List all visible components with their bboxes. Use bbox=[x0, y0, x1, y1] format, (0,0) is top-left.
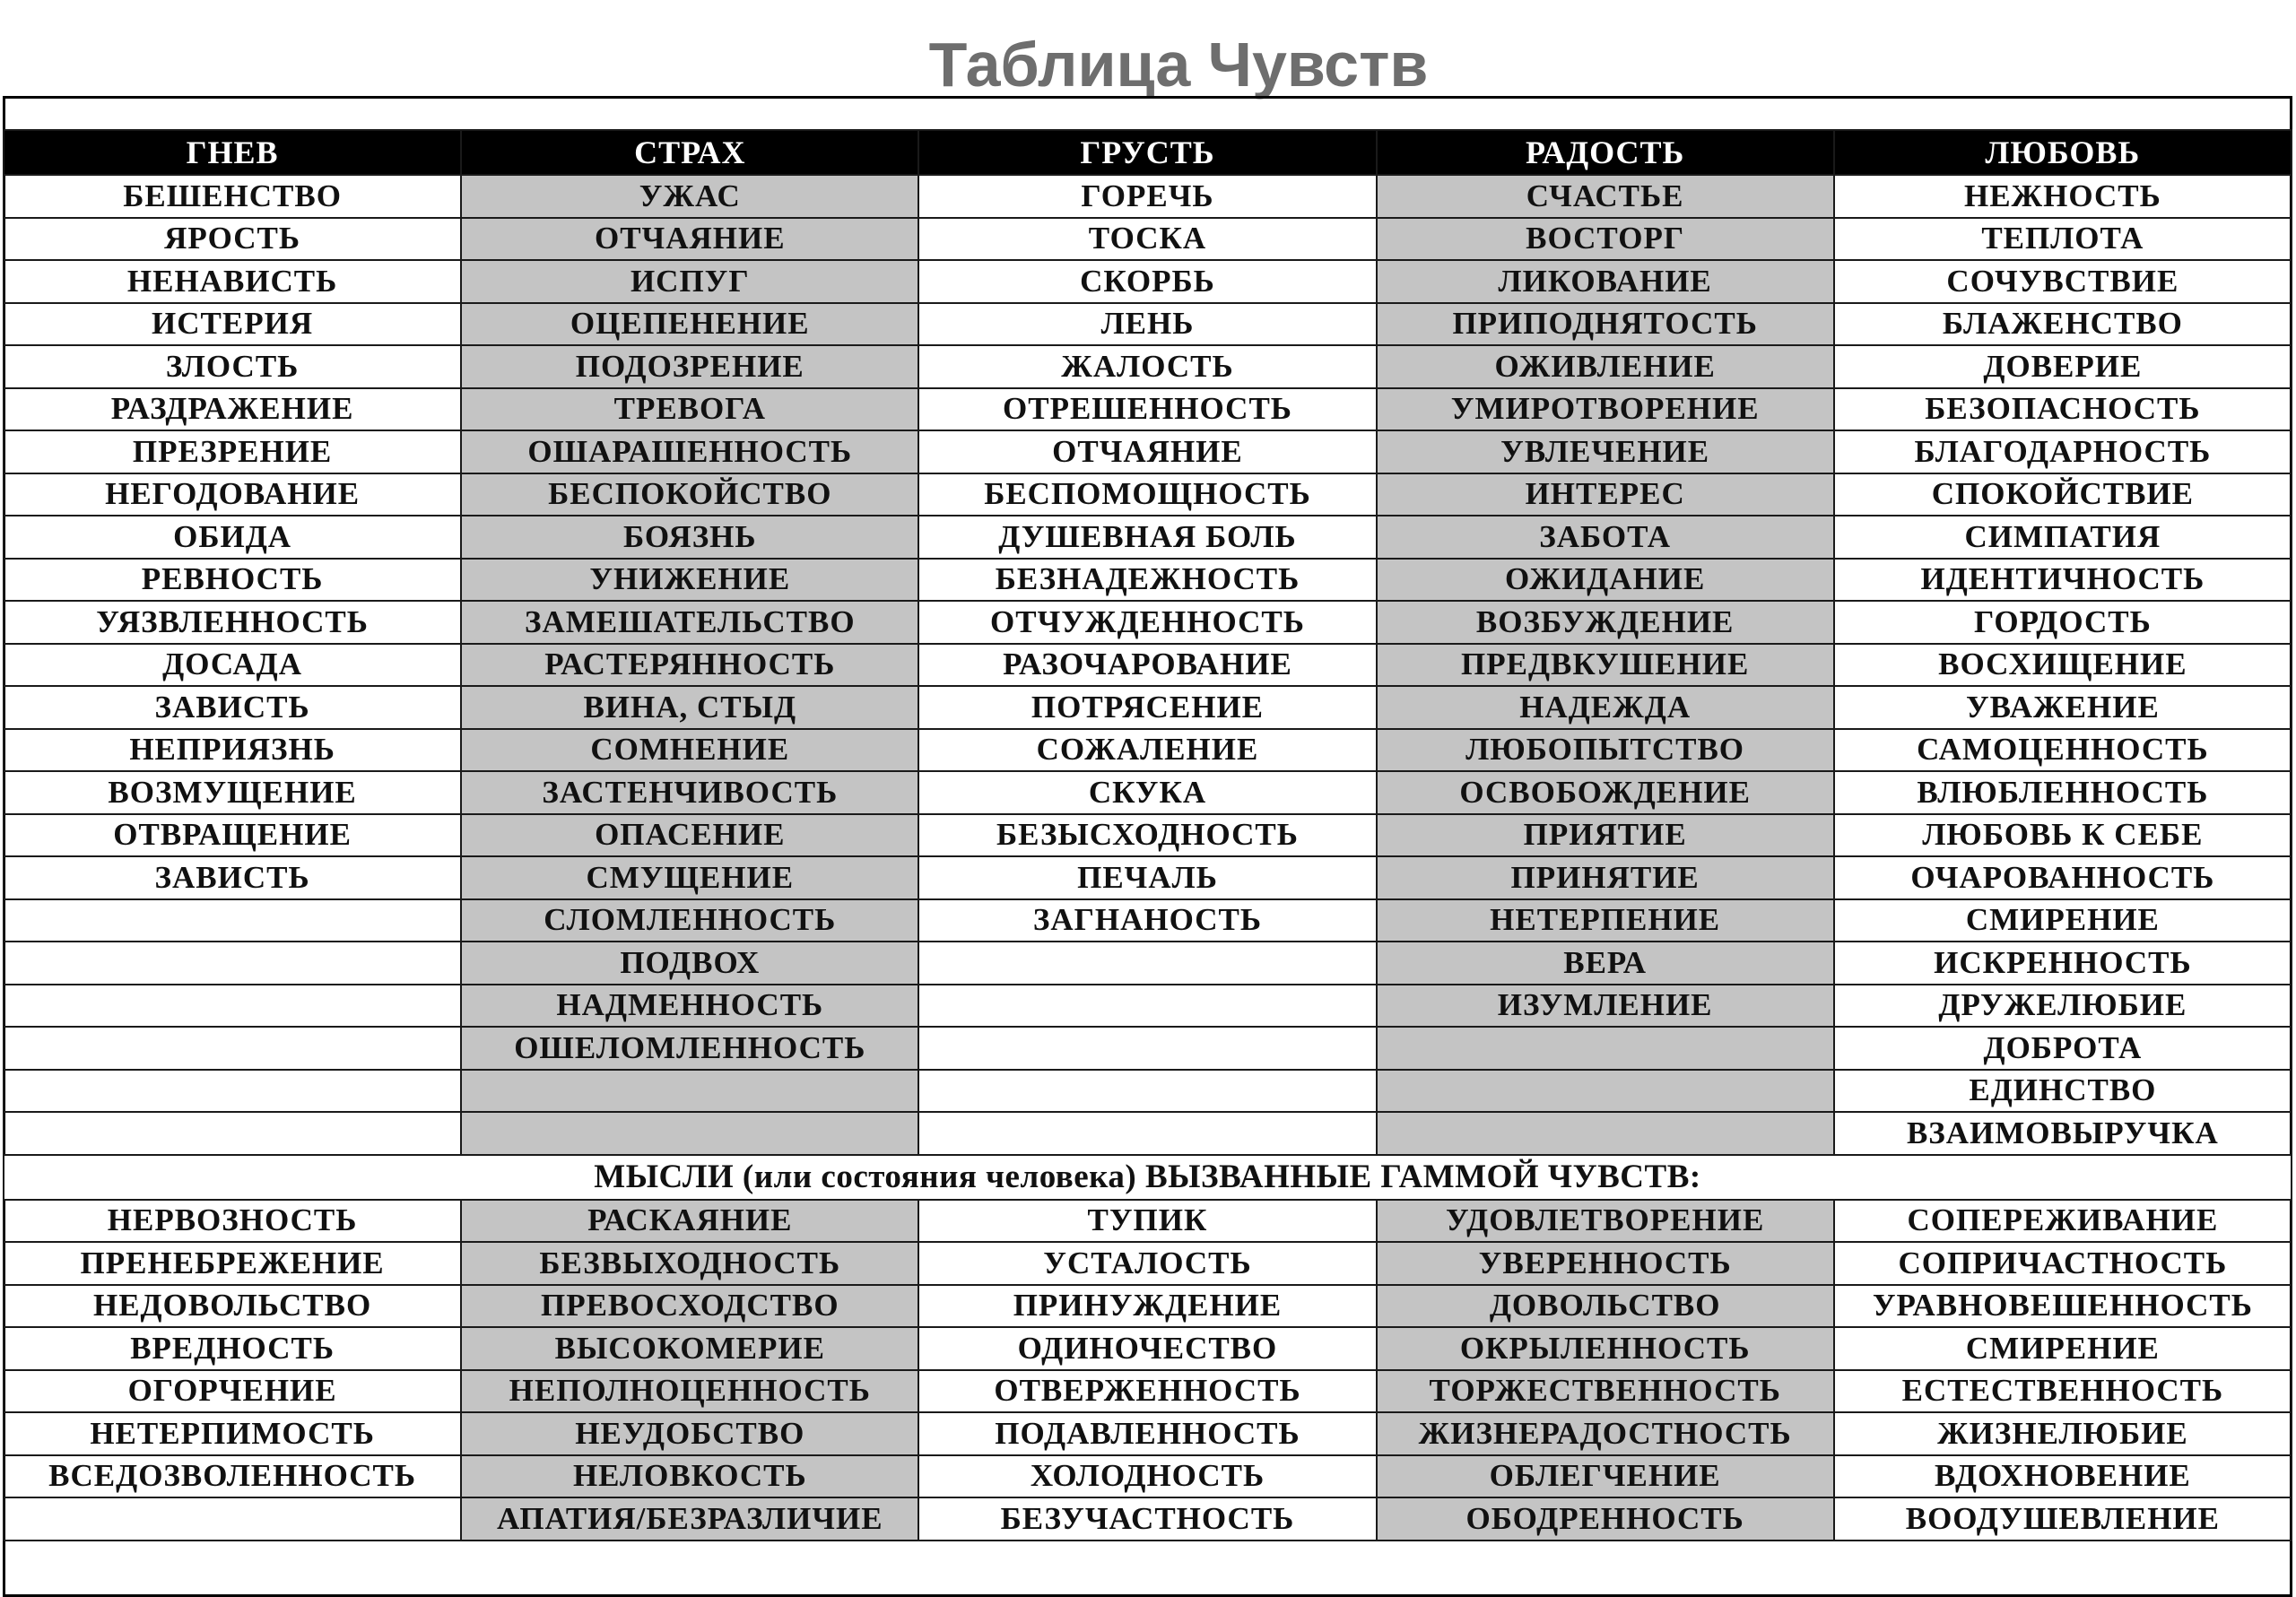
feeling-cell-sadness: ПОТРЯСЕНИЕ bbox=[918, 686, 1376, 729]
feeling-cell-anger: ИСТЕРИЯ bbox=[4, 303, 461, 346]
thought-row bbox=[4, 1285, 2292, 1328]
feeling-row bbox=[4, 771, 2292, 814]
feeling-row bbox=[4, 1112, 2292, 1155]
feeling-cell-fear: ТРЕВОГА bbox=[461, 388, 918, 431]
feeling-cell-fear: ИСПУГ bbox=[461, 260, 918, 303]
feeling-cell-joy: ОСВОБОЖДЕНИЕ bbox=[1377, 771, 1834, 814]
thought-cell-anger bbox=[4, 1497, 461, 1541]
feeling-cell-sadness bbox=[918, 1027, 1376, 1070]
feeling-cell-fear: ОПАСЕНИЕ bbox=[461, 814, 918, 857]
feeling-cell-sadness: ЗАГНАНОСТЬ bbox=[918, 899, 1376, 942]
header-love: ЛЮБОВЬ bbox=[1834, 130, 2292, 175]
feeling-row bbox=[4, 430, 2292, 473]
thought-cell-joy: ОКРЫЛЕННОСТЬ bbox=[1377, 1327, 1834, 1370]
feeling-cell-love: ВЛЮБЛЕННОСТЬ bbox=[1834, 771, 2292, 814]
feeling-row bbox=[4, 1027, 2292, 1070]
feeling-cell-joy: ВОЗБУЖДЕНИЕ bbox=[1377, 601, 1834, 644]
thought-cell-joy: УВЕРЕННОСТЬ bbox=[1377, 1242, 1834, 1285]
thought-cell-joy: ТОРЖЕСТВЕННОСТЬ bbox=[1377, 1370, 1834, 1413]
feeling-row bbox=[4, 942, 2292, 985]
feeling-cell-anger: ОТВРАЩЕНИЕ bbox=[4, 814, 461, 857]
feeling-cell-anger: БЕШЕНСТВО bbox=[4, 175, 461, 218]
feeling-cell-fear: УНИЖЕНИЕ bbox=[461, 559, 918, 602]
feeling-cell-sadness: СКУКА bbox=[918, 771, 1376, 814]
feeling-cell-love: ИДЕНТИЧНОСТЬ bbox=[1834, 559, 2292, 602]
feeling-cell-sadness: ОТЧУЖДЕННОСТЬ bbox=[918, 601, 1376, 644]
feeling-cell-sadness: ТОСКА bbox=[918, 218, 1376, 261]
feeling-cell-fear: БОЯЗНЬ bbox=[461, 516, 918, 559]
thought-cell-anger: ОГОРЧЕНИЕ bbox=[4, 1370, 461, 1413]
feeling-cell-fear: ЗАСТЕНЧИВОСТЬ bbox=[461, 771, 918, 814]
feeling-cell-fear: ПОДВОХ bbox=[461, 942, 918, 985]
feeling-row bbox=[4, 388, 2292, 431]
feeling-cell-anger bbox=[4, 1027, 461, 1070]
thought-cell-sadness: ПРИНУЖДЕНИЕ bbox=[918, 1285, 1376, 1328]
header-row bbox=[4, 130, 2292, 175]
feeling-row bbox=[4, 601, 2292, 644]
thought-cell-anger: ПРЕНЕБРЕЖЕНИЕ bbox=[4, 1242, 461, 1285]
feeling-cell-anger: УЯЗВЛЕННОСТЬ bbox=[4, 601, 461, 644]
thought-cell-anger: НЕРВОЗНОСТЬ bbox=[4, 1200, 461, 1243]
feeling-cell-fear: СМУЩЕНИЕ bbox=[461, 856, 918, 899]
feeling-cell-anger: ДОСАДА bbox=[4, 644, 461, 687]
feeling-cell-joy: ЛЮБОПЫТСТВО bbox=[1377, 729, 1834, 772]
feeling-row bbox=[4, 303, 2292, 346]
thought-cell-sadness: ОДИНОЧЕСТВО bbox=[918, 1327, 1376, 1370]
feeling-cell-fear: ВИНА, СТЫД bbox=[461, 686, 918, 729]
thought-cell-anger: ВРЕДНОСТЬ bbox=[4, 1327, 461, 1370]
feeling-cell-love: СМИРЕНИЕ bbox=[1834, 899, 2292, 942]
feeling-cell-joy: ОЖИВЛЕНИЕ bbox=[1377, 345, 1834, 388]
feeling-cell-anger: РАЗДРАЖЕНИЕ bbox=[4, 388, 461, 431]
feeling-row bbox=[4, 345, 2292, 388]
feeling-row bbox=[4, 473, 2292, 516]
feeling-row bbox=[4, 686, 2292, 729]
feeling-cell-sadness: БЕСПОМОЩНОСТЬ bbox=[918, 473, 1376, 516]
feeling-cell-fear: БЕСПОКОЙСТВО bbox=[461, 473, 918, 516]
thought-cell-joy: ОБЛЕГЧЕНИЕ bbox=[1377, 1455, 1834, 1498]
feeling-cell-sadness bbox=[918, 1112, 1376, 1155]
feeling-cell-sadness: БЕЗНАДЕЖНОСТЬ bbox=[918, 559, 1376, 602]
feeling-cell-joy: ИНТЕРЕС bbox=[1377, 473, 1834, 516]
feeling-cell-sadness: ГОРЕЧЬ bbox=[918, 175, 1376, 218]
feeling-cell-joy: ЛИКОВАНИЕ bbox=[1377, 260, 1834, 303]
feeling-cell-love: ОЧАРОВАННОСТЬ bbox=[1834, 856, 2292, 899]
feeling-cell-love: ГОРДОСТЬ bbox=[1834, 601, 2292, 644]
feeling-cell-anger: ВОЗМУЩЕНИЕ bbox=[4, 771, 461, 814]
feeling-cell-love: ВОСХИЩЕНИЕ bbox=[1834, 644, 2292, 687]
thought-cell-joy: ДОВОЛЬСТВО bbox=[1377, 1285, 1834, 1328]
feeling-cell-love: ЕДИНСТВО bbox=[1834, 1070, 2292, 1113]
feeling-cell-joy: УВЛЕЧЕНИЕ bbox=[1377, 430, 1834, 473]
feeling-cell-joy: ОЖИДАНИЕ bbox=[1377, 559, 1834, 602]
feeling-row bbox=[4, 260, 2292, 303]
feeling-cell-anger: ЗАВИСТЬ bbox=[4, 856, 461, 899]
thought-cell-fear: АПАТИЯ/БЕЗРАЗЛИЧИЕ bbox=[461, 1497, 918, 1541]
thought-row bbox=[4, 1327, 2292, 1370]
feeling-cell-love: ВЗАИМОВЫРУЧКА bbox=[1834, 1112, 2292, 1155]
feeling-row bbox=[4, 644, 2292, 687]
feeling-cell-anger: ЗЛОСТЬ bbox=[4, 345, 461, 388]
header-sadness: ГРУСТЬ bbox=[918, 130, 1376, 175]
feeling-cell-anger: РЕВНОСТЬ bbox=[4, 559, 461, 602]
thought-row bbox=[4, 1242, 2292, 1285]
feeling-cell-sadness bbox=[918, 1070, 1376, 1113]
thought-cell-sadness: УСТАЛОСТЬ bbox=[918, 1242, 1376, 1285]
feeling-cell-joy bbox=[1377, 1070, 1834, 1113]
feeling-cell-sadness: ЖАЛОСТЬ bbox=[918, 345, 1376, 388]
thought-cell-fear: БЕЗВЫХОДНОСТЬ bbox=[461, 1242, 918, 1285]
header-anger: ГНЕВ bbox=[4, 130, 461, 175]
feeling-cell-joy: ПРЕДВКУШЕНИЕ bbox=[1377, 644, 1834, 687]
feeling-cell-fear: СЛОМЛЕННОСТЬ bbox=[461, 899, 918, 942]
thought-row bbox=[4, 1370, 2292, 1413]
thought-cell-love: ВООДУШЕВЛЕНИЕ bbox=[1834, 1497, 2292, 1541]
feeling-cell-love: БЕЗОПАСНОСТЬ bbox=[1834, 388, 2292, 431]
thought-row bbox=[4, 1412, 2292, 1455]
thoughts-heading-row bbox=[4, 1155, 2292, 1200]
feeling-cell-love: СПОКОЙСТВИЕ bbox=[1834, 473, 2292, 516]
feeling-row bbox=[4, 729, 2292, 772]
thought-cell-love: ЖИЗНЕЛЮБИЕ bbox=[1834, 1412, 2292, 1455]
feeling-row bbox=[4, 814, 2292, 857]
feeling-cell-fear: РАСТЕРЯННОСТЬ bbox=[461, 644, 918, 687]
thought-cell-love: ВДОХНОВЕНИЕ bbox=[1834, 1455, 2292, 1498]
feeling-row bbox=[4, 175, 2292, 218]
thought-cell-fear: ВЫСОКОМЕРИЕ bbox=[461, 1327, 918, 1370]
thought-row bbox=[4, 1455, 2292, 1498]
feeling-cell-joy: ИЗУМЛЕНИЕ bbox=[1377, 985, 1834, 1028]
feeling-cell-fear bbox=[461, 1070, 918, 1113]
thought-cell-fear: НЕЛОВКОСТЬ bbox=[461, 1455, 918, 1498]
feeling-cell-love: ЛЮБОВЬ К СЕБЕ bbox=[1834, 814, 2292, 857]
feeling-cell-joy: ЗАБОТА bbox=[1377, 516, 1834, 559]
feeling-cell-sadness bbox=[918, 985, 1376, 1028]
thoughts-body bbox=[4, 1155, 2292, 1541]
feeling-cell-love: ТЕПЛОТА bbox=[1834, 218, 2292, 261]
feeling-cell-joy: ВЕРА bbox=[1377, 942, 1834, 985]
feeling-cell-sadness bbox=[918, 942, 1376, 985]
feeling-cell-love: СОЧУВСТВИЕ bbox=[1834, 260, 2292, 303]
feeling-cell-love: ДОВЕРИЕ bbox=[1834, 345, 2292, 388]
feeling-cell-anger: НЕГОДОВАНИЕ bbox=[4, 473, 461, 516]
feeling-cell-love: ДОБРОТА bbox=[1834, 1027, 2292, 1070]
feeling-cell-anger bbox=[4, 1112, 461, 1155]
feeling-cell-sadness: ПЕЧАЛЬ bbox=[918, 856, 1376, 899]
feeling-cell-anger: ОБИДА bbox=[4, 516, 461, 559]
thought-cell-anger: ВСЕДОЗВОЛЕННОСТЬ bbox=[4, 1455, 461, 1498]
feelings-body bbox=[4, 175, 2292, 1155]
feeling-cell-fear: ОЦЕПЕНЕНИЕ bbox=[461, 303, 918, 346]
thought-row bbox=[4, 1497, 2292, 1541]
feeling-cell-anger bbox=[4, 1070, 461, 1113]
thought-cell-anger: НЕДОВОЛЬСТВО bbox=[4, 1285, 461, 1328]
feeling-cell-joy: НАДЕЖДА bbox=[1377, 686, 1834, 729]
feeling-cell-love: БЛАЖЕНСТВО bbox=[1834, 303, 2292, 346]
feeling-cell-love: УВАЖЕНИЕ bbox=[1834, 686, 2292, 729]
feeling-cell-sadness: ЛЕНЬ bbox=[918, 303, 1376, 346]
feeling-row bbox=[4, 516, 2292, 559]
header-joy: РАДОСТЬ bbox=[1377, 130, 1834, 175]
feeling-cell-love: ИСКРЕННОСТЬ bbox=[1834, 942, 2292, 985]
feeling-cell-love: НЕЖНОСТЬ bbox=[1834, 175, 2292, 218]
feeling-cell-joy: УМИРОТВОРЕНИЕ bbox=[1377, 388, 1834, 431]
header-fear: СТРАХ bbox=[461, 130, 918, 175]
feeling-cell-fear: ЗАМЕШАТЕЛЬСТВО bbox=[461, 601, 918, 644]
feeling-cell-sadness: ОТРЕШЕННОСТЬ bbox=[918, 388, 1376, 431]
thoughts-heading: МЫСЛИ (или состояния человека) ВЫЗВАННЫЕ ГАММОЙ ЧУВСТВ: bbox=[4, 1155, 2292, 1200]
feeling-cell-sadness: ОТЧАЯНИЕ bbox=[918, 430, 1376, 473]
feeling-cell-joy bbox=[1377, 1027, 1834, 1070]
thought-cell-fear: НЕУДОБСТВО bbox=[461, 1412, 918, 1455]
feeling-cell-joy: НЕТЕРПЕНИЕ bbox=[1377, 899, 1834, 942]
thought-row bbox=[4, 1200, 2292, 1243]
feeling-cell-anger: НЕПРИЯЗНЬ bbox=[4, 729, 461, 772]
feeling-cell-sadness: ДУШЕВНАЯ БОЛЬ bbox=[918, 516, 1376, 559]
thought-cell-love: УРАВНОВЕШЕННОСТЬ bbox=[1834, 1285, 2292, 1328]
feeling-cell-joy: ПРИНЯТИЕ bbox=[1377, 856, 1834, 899]
thought-cell-sadness: ОТВЕРЖЕННОСТЬ bbox=[918, 1370, 1376, 1413]
feeling-cell-love: БЛАГОДАРНОСТЬ bbox=[1834, 430, 2292, 473]
feeling-cell-fear: ОШЕЛОМЛЕННОСТЬ bbox=[461, 1027, 918, 1070]
feeling-cell-fear: УЖАС bbox=[461, 175, 918, 218]
feeling-row bbox=[4, 985, 2292, 1028]
feeling-cell-joy: ПРИПОДНЯТОСТЬ bbox=[1377, 303, 1834, 346]
feeling-cell-joy: ПРИЯТИЕ bbox=[1377, 814, 1834, 857]
feeling-cell-fear: ОТЧАЯНИЕ bbox=[461, 218, 918, 261]
feeling-cell-anger: ЯРОСТЬ bbox=[4, 218, 461, 261]
thought-cell-sadness: ПОДАВЛЕННОСТЬ bbox=[918, 1412, 1376, 1455]
thought-cell-fear: НЕПОЛНОЦЕННОСТЬ bbox=[461, 1370, 918, 1413]
feeling-cell-sadness: РАЗОЧАРОВАНИЕ bbox=[918, 644, 1376, 687]
thought-cell-love: СОПЕРЕЖИВАНИЕ bbox=[1834, 1200, 2292, 1243]
feeling-cell-anger bbox=[4, 985, 461, 1028]
feelings-table bbox=[3, 129, 2292, 1541]
feeling-row bbox=[4, 1070, 2292, 1113]
feeling-cell-anger: ПРЕЗРЕНИЕ bbox=[4, 430, 461, 473]
feeling-cell-fear: ОШАРАШЕННОСТЬ bbox=[461, 430, 918, 473]
feeling-cell-fear: СОМНЕНИЕ bbox=[461, 729, 918, 772]
feeling-row bbox=[4, 218, 2292, 261]
feeling-cell-anger: НЕНАВИСТЬ bbox=[4, 260, 461, 303]
thought-cell-joy: ЖИЗНЕРАДОСТНОСТЬ bbox=[1377, 1412, 1834, 1455]
feeling-cell-love: ДРУЖЕЛЮБИЕ bbox=[1834, 985, 2292, 1028]
thought-cell-sadness: ТУПИК bbox=[918, 1200, 1376, 1243]
feeling-row bbox=[4, 559, 2292, 602]
page-title: Таблица Чувств bbox=[928, 30, 1429, 100]
thought-cell-fear: ПРЕВОСХОДСТВО bbox=[461, 1285, 918, 1328]
thought-cell-anger: НЕТЕРПИМОСТЬ bbox=[4, 1412, 461, 1455]
feeling-cell-love: САМОЦЕННОСТЬ bbox=[1834, 729, 2292, 772]
feeling-cell-anger bbox=[4, 942, 461, 985]
feeling-row bbox=[4, 899, 2292, 942]
thought-cell-love: ЕСТЕСТВЕННОСТЬ bbox=[1834, 1370, 2292, 1413]
thought-cell-sadness: БЕЗУЧАСТНОСТЬ bbox=[918, 1497, 1376, 1541]
thought-cell-love: СМИРЕНИЕ bbox=[1834, 1327, 2292, 1370]
feeling-cell-anger bbox=[4, 899, 461, 942]
feeling-cell-sadness: СОЖАЛЕНИЕ bbox=[918, 729, 1376, 772]
feeling-cell-sadness: БЕЗЫСХОДНОСТЬ bbox=[918, 814, 1376, 857]
feeling-cell-joy bbox=[1377, 1112, 1834, 1155]
feeling-cell-joy: СЧАСТЬЕ bbox=[1377, 175, 1834, 218]
thought-cell-sadness: ХОЛОДНОСТЬ bbox=[918, 1455, 1376, 1498]
feeling-cell-love: СИМПАТИЯ bbox=[1834, 516, 2292, 559]
thought-cell-love: СОПРИЧАСТНОСТЬ bbox=[1834, 1242, 2292, 1285]
feeling-cell-joy: ВОСТОРГ bbox=[1377, 218, 1834, 261]
feeling-cell-fear: НАДМЕННОСТЬ bbox=[461, 985, 918, 1028]
feeling-cell-anger: ЗАВИСТЬ bbox=[4, 686, 461, 729]
feeling-cell-fear bbox=[461, 1112, 918, 1155]
feeling-row bbox=[4, 856, 2292, 899]
thought-cell-joy: УДОВЛЕТВОРЕНИЕ bbox=[1377, 1200, 1834, 1243]
feeling-cell-fear: ПОДОЗРЕНИЕ bbox=[461, 345, 918, 388]
feeling-cell-sadness: СКОРБЬ bbox=[918, 260, 1376, 303]
thought-cell-fear: РАСКАЯНИЕ bbox=[461, 1200, 918, 1243]
thought-cell-joy: ОБОДРЕННОСТЬ bbox=[1377, 1497, 1834, 1541]
